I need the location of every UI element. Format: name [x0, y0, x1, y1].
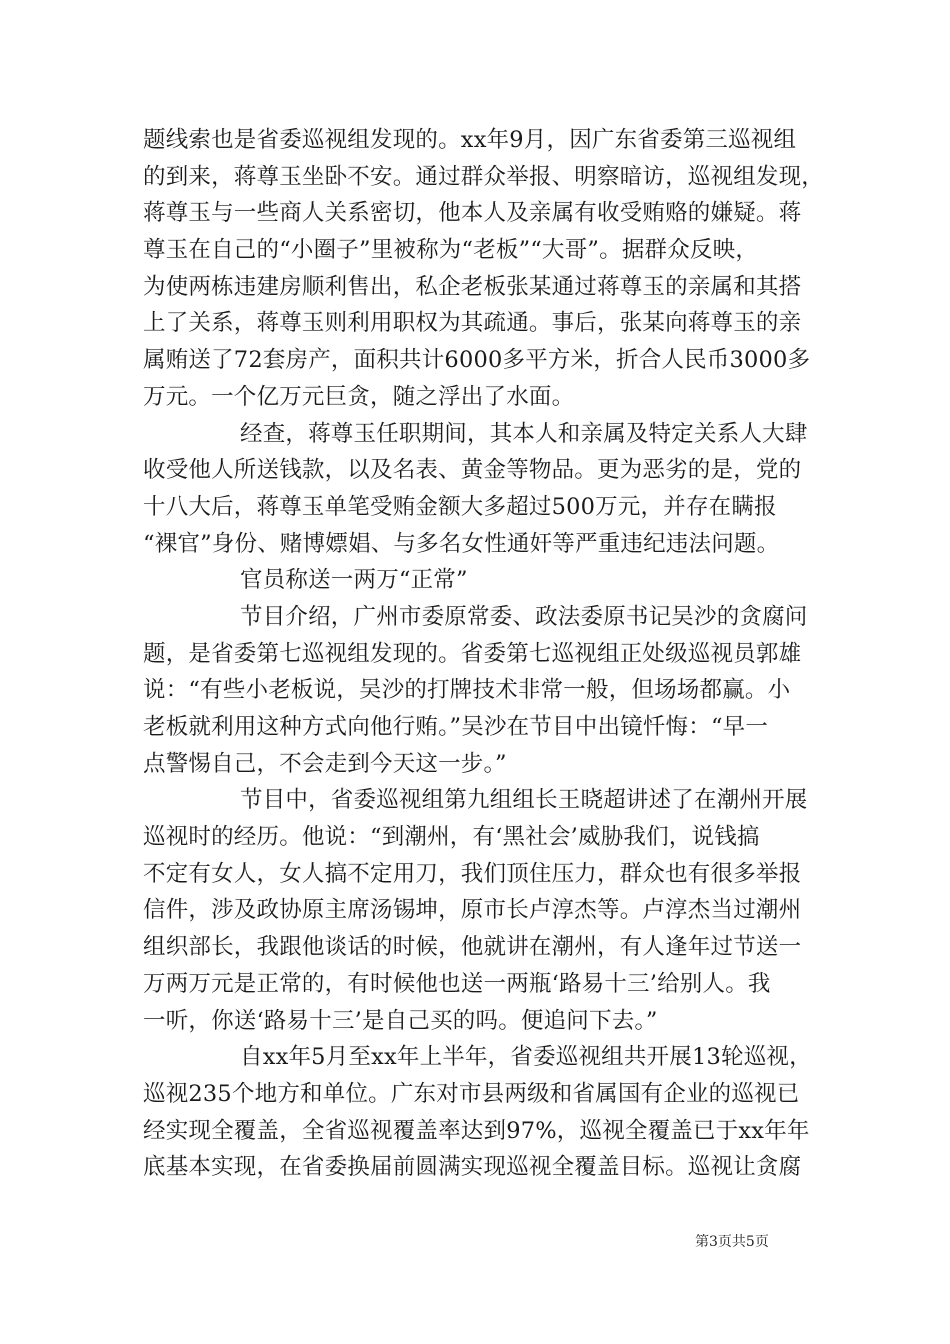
text-line: 尊玉在自己的“小圈子”里被称为“老板”“大哥”。据群众反映， — [143, 237, 759, 264]
text-line: 经查，蒋尊玉任职期间，其本人和亲属及特定关系人大肆 — [240, 420, 808, 447]
text-line: 上了关系，蒋尊玉则利用职权为其疏通。事后，张某向蒋尊玉的亲 — [143, 310, 802, 337]
text-line: 一听，你送‘路易十三’是自己买的吗。便追问下去。” — [143, 1007, 658, 1034]
text-line: 属贿送了72套房产，面积共计6000多平方米，折合人民币3000多 — [143, 347, 811, 374]
text-line: 为使两栋违建房顺利售出，私企老板张某通过蒋尊玉的亲属和其搭 — [143, 273, 802, 300]
section-heading: 官员称送一两万“正常” — [240, 567, 468, 594]
text-line: 收受他人所送钱款，以及名表、黄金等物品。更为恶劣的是，党的 — [143, 457, 802, 484]
text-line: 题，是省委第七巡视组发现的。省委第七巡视组正处级巡视员郭雄 — [143, 640, 802, 667]
text-line: 的到来，蒋尊玉坐卧不安。通过群众举报、明察暗访，巡视组发现， — [143, 163, 825, 190]
text-line: 说：“有些小老板说，吴沙的打牌技术非常一般，但场场都赢。小 — [143, 677, 791, 704]
text-line: 巡视235个地方和单位。广东对市县两级和省属国有企业的巡视已 — [143, 1080, 800, 1107]
text-line: 自xx年5月至xx年上半年，省委巡视组共开展13轮巡视， — [240, 1044, 812, 1071]
text-line: 组织部长，我跟他谈话的时候，他就讲在潮州，有人逢年过节送一 — [143, 934, 802, 961]
text-line: 点警惕自己，不会走到今天这一步。” — [143, 750, 507, 777]
text-line: 十八大后，蒋尊玉单笔受贿金额大多超过500万元，并存在瞒报 — [143, 493, 777, 520]
text-line: 不定有女人，女人搞不定用刀，我们顶住压力，群众也有很多举报 — [143, 860, 802, 887]
text-line: 底基本实现，在省委换届前圆满实现巡视全覆盖目标。巡视让贪腐 — [143, 1154, 802, 1181]
text-line: 经实现全覆盖，全省巡视覆盖率达到97%，巡视全覆盖已于xx年年 — [143, 1117, 810, 1144]
text-line: 老板就利用这种方式向他行贿。”吴沙在节目中出镜忏悔：“早一 — [143, 714, 769, 740]
text-line: 巡视时的经历。他说：“到潮州，有‘黑社会’威胁我们，说钱搞 — [143, 824, 760, 851]
text-line: 万元。一个亿万元巨贪，随之浮出了水面。 — [143, 383, 575, 410]
text-line: 题线索也是省委巡视组发现的。xx年9月，因广东省委第三巡视组 — [143, 127, 797, 153]
text-line: 节目中，省委巡视组第九组组长王晓超讲述了在潮州开展 — [240, 787, 808, 814]
text-line: 节目介绍，广州市委原常委、政法委原书记吴沙的贪腐问 — [240, 603, 808, 630]
page-number-footer: 第3页共5页 — [695, 1234, 769, 1250]
text-line: 蒋尊玉与一些商人关系密切，他本人及亲属有收受贿赂的嫌疑。蒋 — [143, 200, 802, 227]
document-body — [143, 122, 825, 1186]
text-line: 信件，涉及政协原主席汤锡坤，原市长卢淳杰等。卢淳杰当过潮州 — [143, 897, 802, 924]
text-line: “裸官”身份、赌博嫖娼、与多名女性通奸等严重违纪违法问题。 — [143, 530, 780, 557]
text-line: 万两万元是正常的，有时候他也送一两瓶‘路易十三’给别人。我 — [143, 970, 771, 997]
